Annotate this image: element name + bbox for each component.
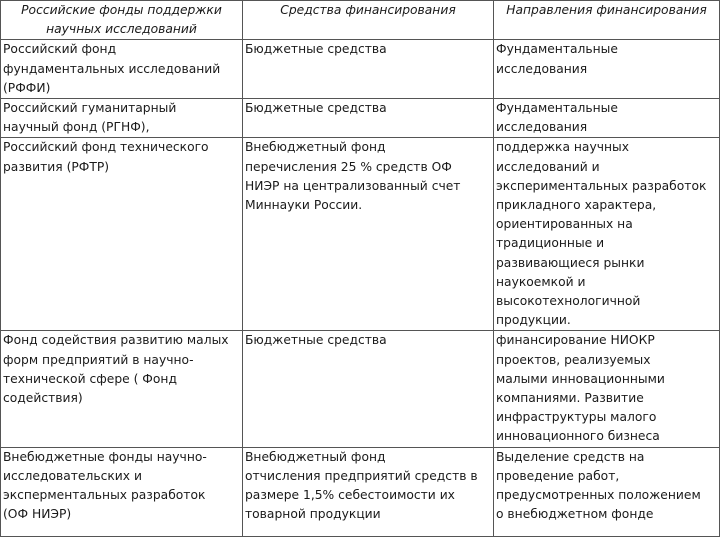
fund-cell: Фонд содействия развитию малых форм предприятий в научно- технической сфере ( Фонд содействия) — [1, 331, 243, 447]
source-cell: Внебюджетный фонд перечисления 25 % средств ОФ НИЭР на централизованный счет Миннауки России. — [243, 138, 494, 331]
direction-cell: Фундаментальные исследования — [494, 99, 720, 138]
source-cell: Бюджетные средства — [243, 331, 494, 447]
header-financing-direction: Направления финансирования — [494, 1, 720, 40]
table-row — [1, 99, 720, 138]
table-row — [1, 138, 720, 331]
fund-cell: Российский фонд фундаментальных исследований (РФФИ) — [1, 40, 243, 99]
header-financing-source: Средства финансирования — [243, 1, 494, 40]
table-row — [1, 40, 720, 99]
source-cell: Бюджетные средства — [243, 40, 494, 99]
fund-cell: Российский гуманитарный научный фонд (РГНФ), — [1, 99, 243, 138]
direction-cell: Фундаментальные исследования — [494, 40, 720, 99]
source-cell: Внебюджетный фонд отчисления предприятий средств в размере 1,5% себестоимости их товарной продукции — [243, 447, 494, 536]
fund-cell: Внебюджетные фонды научно- исследовательских и эксперментальных разработок (ОФ НИЭР) — [1, 447, 243, 536]
table-row — [1, 331, 720, 447]
table-row — [1, 447, 720, 536]
fund-cell: Российский фонд технического развития (РФТР) — [1, 138, 243, 331]
direction-cell: финансирование НИОКР проектов, реализуемых малыми инновационными компаниями. Развитие инфраструктуры малого инновационного бизнеса — [494, 331, 720, 447]
direction-cell: Выделение средств на проведение работ, предусмотренных положением о внебюджетном фонде — [494, 447, 720, 536]
header-funds: Российские фонды поддержки научных исследований — [1, 1, 243, 40]
direction-cell: поддержка научных исследований и экспериментальных разработок прикладного характера, ориентированных на традиционные и развивающиеся рынки наукоемкой и высокотехнологичной продукции. — [494, 138, 720, 331]
source-cell: Бюджетные средства — [243, 99, 494, 138]
header-row — [1, 1, 720, 40]
